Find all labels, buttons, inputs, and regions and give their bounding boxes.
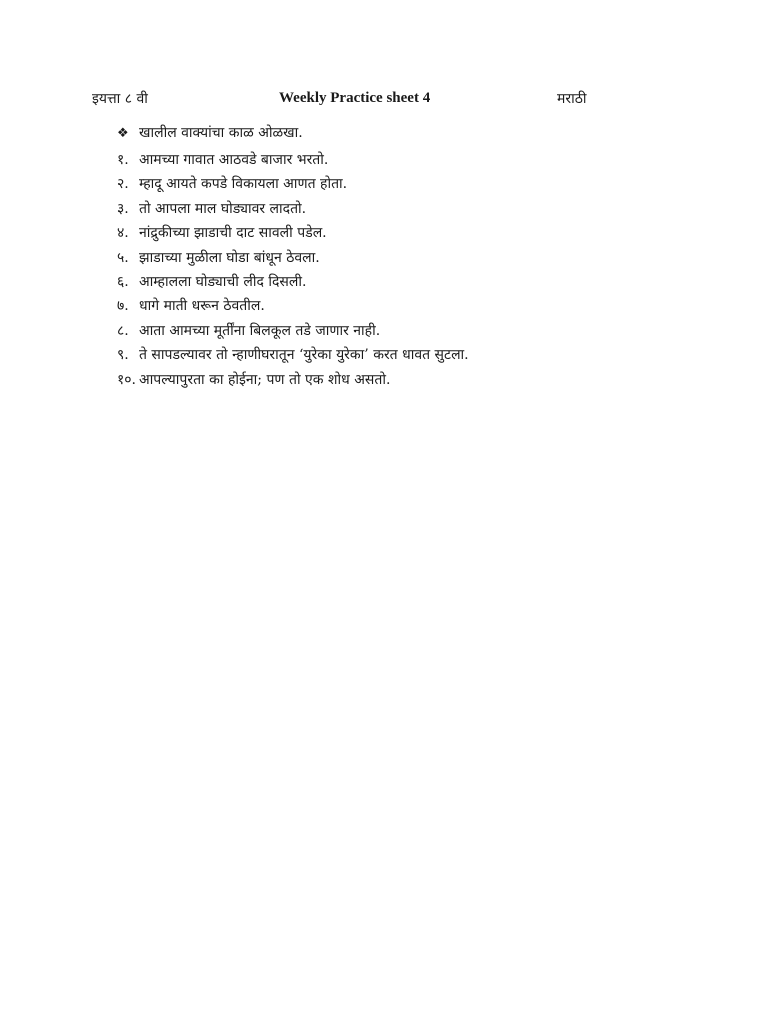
item-number: ३. bbox=[117, 200, 129, 217]
item-number: ५. bbox=[117, 249, 129, 266]
item-text: आम्हालला घोड्याची लीद दिसली. bbox=[139, 273, 307, 290]
list-item bbox=[117, 368, 469, 392]
item-text: आमच्या गावात आठवडे बाजार भरतो. bbox=[139, 152, 329, 168]
item-text: तो आपला माल घोड्यावर लादतो. bbox=[139, 200, 307, 217]
item-text: झाडाच्या मुळीला घोडा बांधून ठेवला. bbox=[139, 249, 320, 266]
item-number: २. bbox=[117, 176, 129, 193]
page-header bbox=[0, 89, 768, 109]
sheet-title: Weekly Practice sheet 4 bbox=[279, 90, 431, 106]
list-item bbox=[117, 246, 469, 270]
item-number: ६. bbox=[117, 273, 129, 290]
item-number: ७. bbox=[117, 298, 129, 315]
list-item bbox=[117, 172, 469, 196]
diamond-bullet-icon: ❖ bbox=[117, 126, 129, 141]
item-number: ९. bbox=[117, 347, 129, 364]
list-item bbox=[117, 221, 469, 245]
instruction-text: खालील वाक्यांचा काळ ओळखा. bbox=[139, 125, 303, 141]
item-number: ४. bbox=[117, 225, 129, 242]
item-text: ते सापडल्यावर तो न्हाणीघरातून ‘युरेका युरेका’ करत धावत सुटला. bbox=[139, 347, 469, 364]
list-item bbox=[117, 319, 469, 343]
item-text: धागे माती धरून ठेवतील. bbox=[139, 298, 265, 315]
item-text: आपल्यापुरता का होईना; पण तो एक शोध असतो. bbox=[139, 371, 391, 388]
list-item bbox=[117, 294, 469, 318]
item-text: म्हादू आयते कपडे विकायला आणत होता. bbox=[139, 176, 348, 193]
item-text: नांद्रुकीच्या झाडाची दाट सावली पडेल. bbox=[139, 225, 327, 242]
instruction-line bbox=[117, 123, 303, 142]
subject-label: मराठी bbox=[557, 91, 587, 107]
list-item bbox=[117, 148, 469, 172]
list-item bbox=[117, 197, 469, 221]
item-number: ८. bbox=[117, 322, 129, 339]
item-number: १. bbox=[117, 152, 129, 168]
question-list bbox=[117, 148, 469, 392]
list-item bbox=[117, 343, 469, 367]
item-number: १०. bbox=[117, 371, 137, 388]
class-label: इयत्ता ८ वी bbox=[92, 91, 148, 107]
item-text: आता आमच्या मूर्तींना बिलकूल तडे जाणार नाही. bbox=[139, 322, 381, 339]
list-item bbox=[117, 270, 469, 294]
